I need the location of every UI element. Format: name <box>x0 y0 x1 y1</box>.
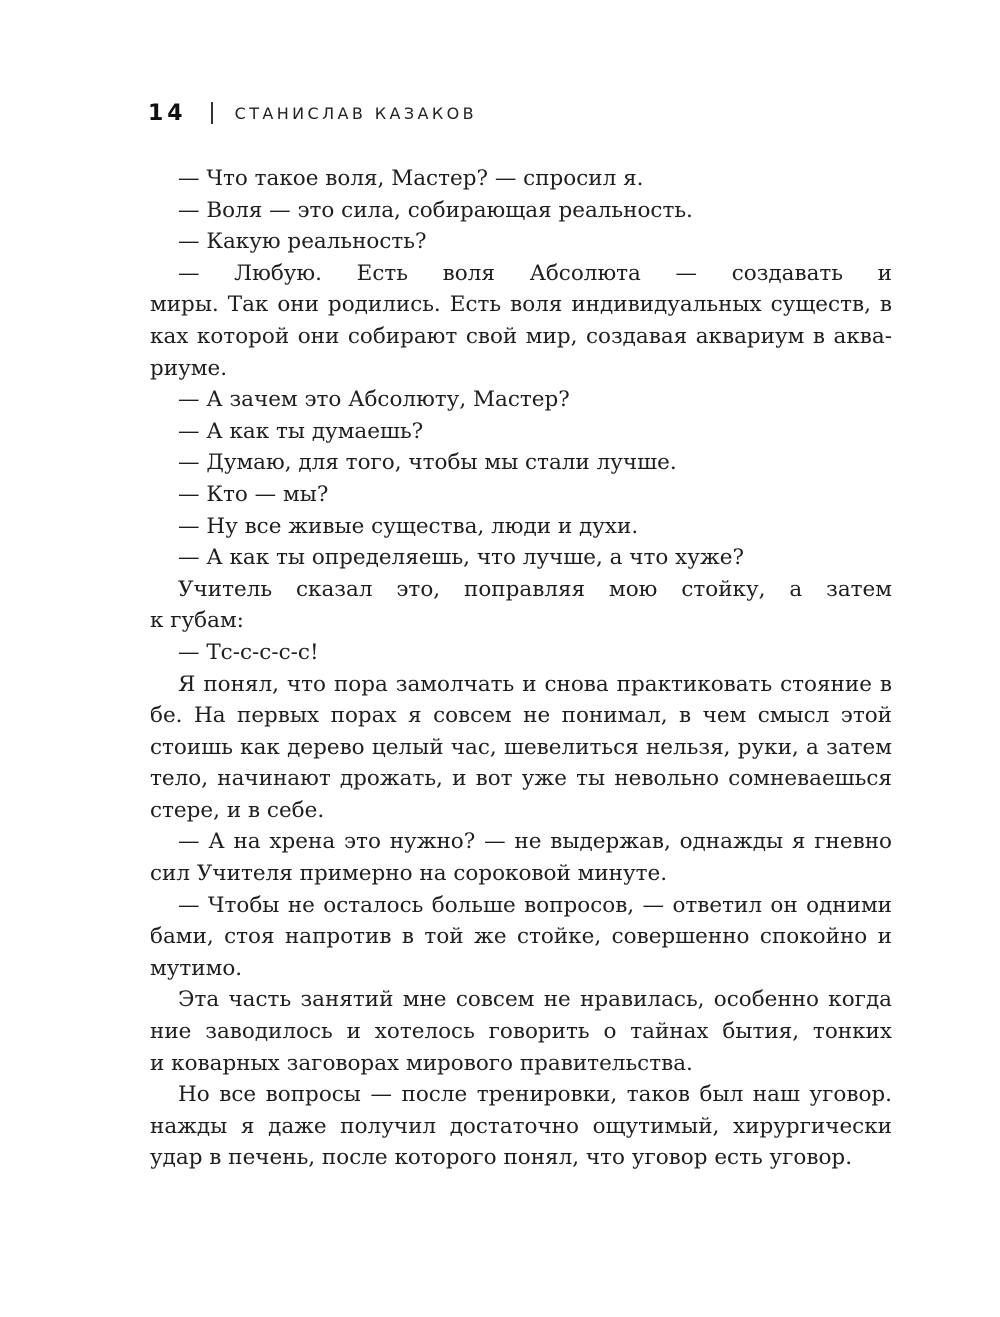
text-line: — Любую. Есть воля Абсолюта — создавать и <box>178 260 892 286</box>
text-line: Учитель сказал это, поправляя мою стойку, а затем <box>178 576 892 602</box>
text-line: — Воля — это сила, собирающая реальность. <box>178 197 693 223</box>
text-line: удар в печень, после которого понял, что уговор есть уговор. <box>150 1145 853 1171</box>
text-line: ках которой они собирают свой мир, создавая аквариум в аква- <box>150 323 892 349</box>
text-line: нажды я даже получил достаточно ощутимый, хирургически <box>150 1113 892 1139</box>
text-line: Эта часть занятий мне совсем не нравилась, особенно когда <box>178 987 892 1013</box>
text-line: Но все вопросы — после тренировки, таков был наш уговор. <box>178 1082 892 1108</box>
text-line: и коварных заговорах мирового правительства. <box>150 1050 693 1076</box>
text-line: бами, стоя напротив в той же стойке, совершенно спокойно и <box>150 924 892 950</box>
text-line: — Думаю, для того, чтобы мы стали лучше. <box>178 450 677 476</box>
text-line: стере, и в себе. <box>150 797 325 823</box>
text-line: сил Учителя примерно на сороковой минуте. <box>150 861 668 887</box>
text-line: — Какую реальность? <box>178 229 427 255</box>
text-line: риуме. <box>150 355 228 381</box>
page-number: 14 <box>148 100 187 126</box>
text-line: Я понял, что пора замолчать и снова практиковать стояние в <box>178 671 892 697</box>
text-line: стоишь как дерево целый час, шевелиться нельзя, руки, а затем <box>150 734 892 760</box>
text-line: ние заводилось и хотелось говорить о тайнах бытия, тонких <box>150 1019 892 1045</box>
text-line: мутимо. <box>150 955 243 981</box>
header-separator <box>211 102 213 124</box>
text-line: тело, начинают дрожать, и вот уже ты невольно сомневаешься <box>150 766 892 792</box>
text-line: — А зачем это Абсолюту, Мастер? <box>178 387 570 413</box>
author-name: СТАНИСЛАВ КАЗАКОВ <box>234 103 477 123</box>
text-line: — А как ты думаешь? <box>178 418 424 444</box>
text-line: — А как ты определяешь, что лучше, а что хуже? <box>178 545 744 571</box>
text-line: — Кто — мы? <box>178 481 329 507</box>
text-line: — Чтобы не осталось больше вопросов, — ответил он одними <box>178 892 892 918</box>
text-line: — А на хрена это нужно? — не выдержав, однажды я гневно <box>178 829 892 855</box>
running-head <box>148 97 477 129</box>
text-line: к губам: <box>150 608 244 634</box>
body-text <box>150 163 892 1174</box>
text-line: — Что такое воля, Мастер? — спросил я. <box>178 166 644 191</box>
text-line: — Тс-с-с-с-с! <box>178 639 319 665</box>
text-line: миры. Так они родились. Есть воля индивидуальных существ, в <box>150 292 892 318</box>
text-line: — Ну все живые существа, люди и духи. <box>178 513 639 539</box>
text-line: бе. На первых порах я совсем не понимал, в чем смысл этой <box>150 703 892 729</box>
